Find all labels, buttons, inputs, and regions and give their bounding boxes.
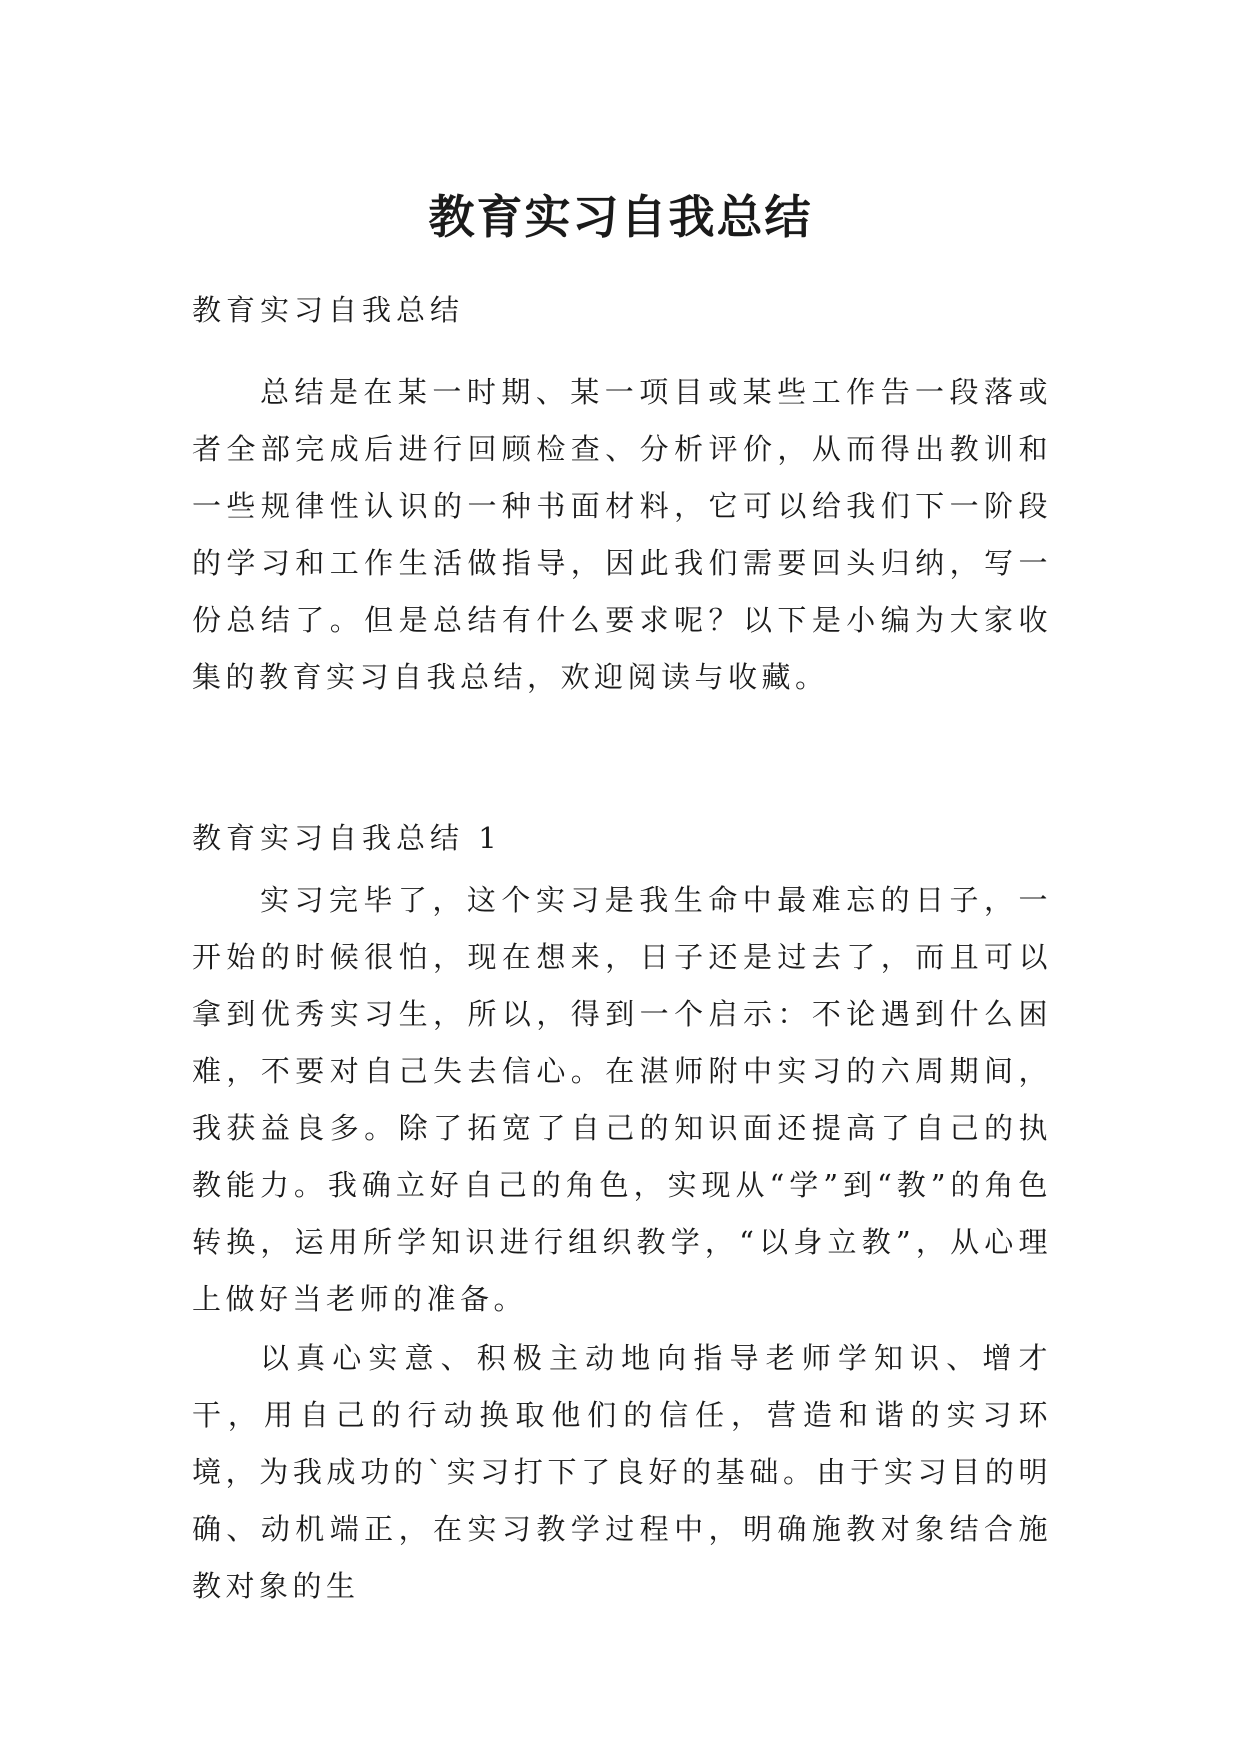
section-paragraph-2: 以真心实意、积极主动地向指导老师学知识、增才干，用自己的行动换取他们的信任，营造和谐的实习环境，为我成功的`实习打下了良好的基础。由于实习目的明确、动机端正，在实习教学过程中，明确施教对象结合施教对象的生: [192, 1341, 1052, 1603]
document-title: 教育实习自我总结: [428, 189, 813, 244]
section-heading: 教育实习自我总结 1: [192, 821, 502, 855]
section-paragraph-1: 实习完毕了，这个实习是我生命中最难忘的日子，一开始的时候很怕，现在想来，日子还是过去了，而且可以拿到优秀实习生，所以，得到一个启示：不论遇到什么困难，不要对自己失去信心。在湛师附中实习的六周期间，我获益良多。除了拓宽了自己的知识面还提高了自己的执教能力。我确立好自己的角色，实现从“学”到“教”的角色转换，运用所学知识进行组织教学，“以身立教”，从心理上做好当老师的准备。: [192, 883, 1052, 1316]
document-subtitle: 教育实习自我总结: [192, 293, 465, 327]
intro-paragraph: 总结是在某一时期、某一项目或某些工作告一段落或者全部完成后进行回顾检查、分析评价，从而得出教训和一些规律性认识的一种书面材料，它可以给我们下一阶段的学习和工作生活做指导，因此我们需要回头归纳，写一份总结了。但是总结有什么要求呢？以下是小编为大家收集的教育实习自我总结，欢迎阅读与收藏。: [192, 375, 1052, 694]
